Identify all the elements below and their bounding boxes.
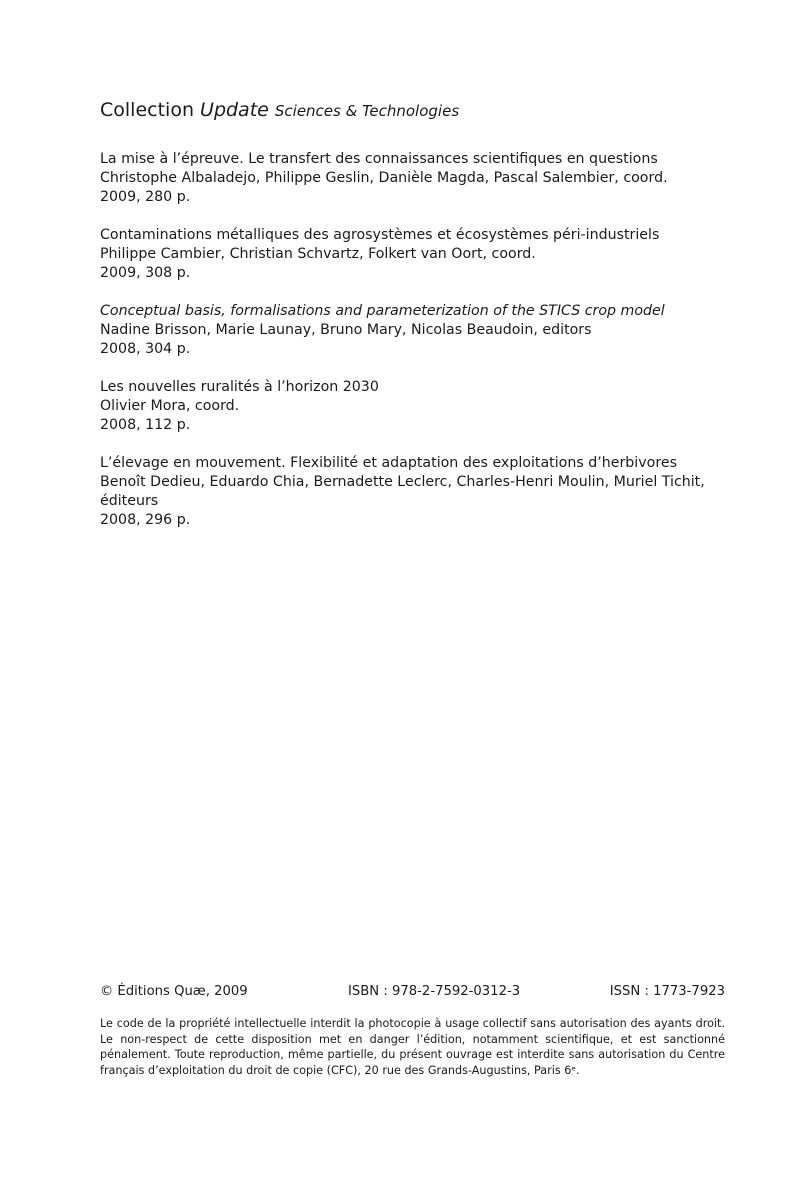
publication-info: [100, 983, 725, 1003]
collection-prefix: Collection: [100, 99, 201, 121]
book-authors: Nadine Brisson, Marie Launay, Bruno Mary, Nicolas Beaudoin, editors: [100, 322, 592, 338]
collection-name: Update: [200, 99, 269, 121]
book-authors: Christophe Albaladejo, Philippe Geslin, Danièle Magda, Pascal Salembier, coord.: [100, 170, 668, 186]
book-title: Les nouvelles ruralités à l’horizon 2030: [100, 379, 379, 395]
book-details: 2009, 280 p.: [100, 189, 191, 205]
book-entry: [100, 150, 730, 207]
book-authors: Olivier Mora, coord.: [100, 398, 240, 414]
copyright-notice: © Éditions Quæ, 2009: [100, 984, 248, 999]
legal-notice: Le code de la propriété intellectuelle interdit la photocopie à usage collectif sans autorisation des ayants droit. Le non-respect de cette disposition met en danger l’édition, notamment scientifique, et est sanctionné pénalement. Toute reproduction, même partielle, du présent ouvrage est interdite sans autorisation du Centre français d’exploitation du droit de copie (CFC), 20 rue des Grands-Augustins, Paris 6ᵉ.: [100, 1017, 725, 1077]
issn: ISSN : 1773-7923: [609, 984, 725, 999]
book-title: Conceptual basis, formalisations and parameterization of the STICS crop model: [100, 303, 665, 319]
book-entry: [100, 302, 730, 359]
book-authors: Benoît Dedieu, Eduardo Chia, Bernadette Leclerc, Charles-Henri Moulin, Muriel Tichit, éditeurs: [100, 474, 705, 509]
book-entry: [100, 226, 730, 283]
book-title: La mise à l’épreuve. Le transfert des connaissances scientifiques en questions: [100, 151, 658, 167]
book-details: 2008, 304 p.: [100, 341, 191, 357]
book-details: 2009, 308 p.: [100, 265, 191, 281]
book-list: [100, 150, 730, 549]
book-details: 2008, 112 p.: [100, 417, 191, 433]
book-authors: Philippe Cambier, Christian Schvartz, Folkert van Oort, coord.: [100, 246, 536, 262]
collection-subtitle: Sciences & Technologies: [274, 102, 460, 120]
book-entry: [100, 454, 730, 530]
isbn: ISBN : 978-2-7592-0312-3: [348, 984, 521, 999]
book-title: L’élevage en mouvement. Flexibilité et adaptation des exploitations d’herbivores: [100, 455, 677, 471]
book-details: 2008, 296 p.: [100, 512, 191, 528]
book-title: Contaminations métalliques des agrosystèmes et écosystèmes péri-industriels: [100, 227, 660, 243]
collection-heading: [100, 97, 459, 124]
book-entry: [100, 378, 730, 435]
